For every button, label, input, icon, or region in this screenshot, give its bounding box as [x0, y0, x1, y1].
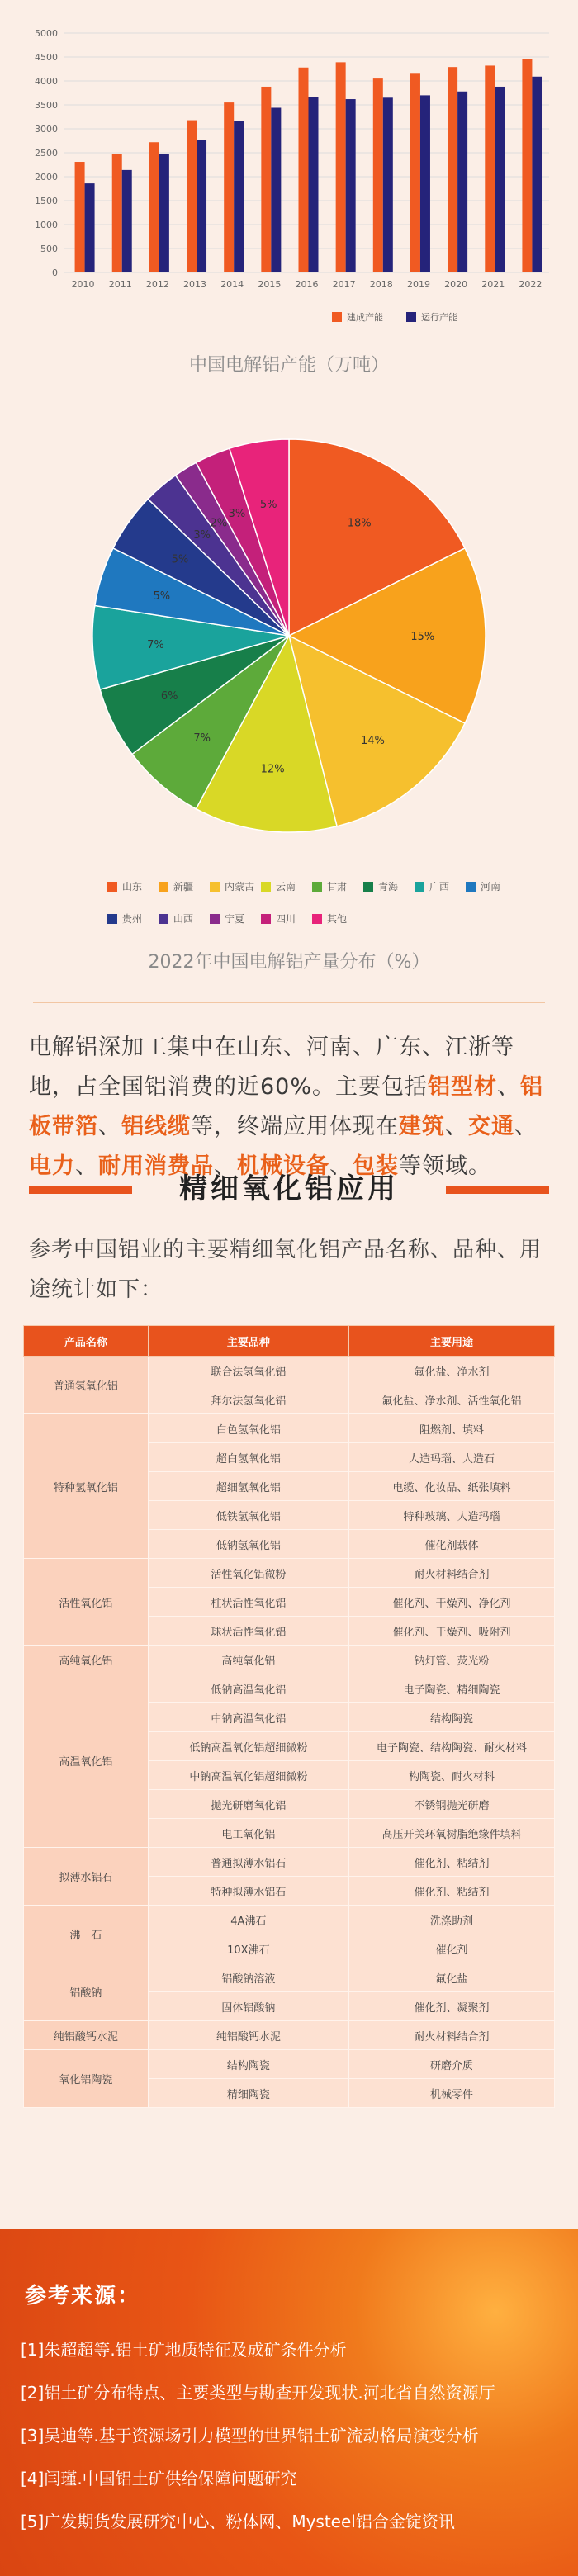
highlight-power: 电力 — [29, 1153, 75, 1179]
use-cell: 阻燃剂、填料 — [348, 1414, 554, 1443]
bar-built — [522, 59, 532, 272]
pie-legend-item — [107, 912, 159, 926]
variety-cell: 超细氢氧化铝 — [148, 1472, 348, 1501]
bar-running — [309, 97, 319, 272]
bar-running — [234, 121, 244, 272]
table-header-row — [24, 1326, 555, 1357]
pie-legend-label: 内蒙古 — [225, 881, 255, 893]
pie-legend-label: 宁夏 — [225, 913, 245, 925]
pie-legend-label: 云南 — [276, 881, 296, 893]
highlight-packaging: 包装 — [353, 1153, 399, 1179]
y-tick-label: 4500 — [35, 52, 58, 63]
production-pie-chart-svg — [0, 429, 578, 859]
pie-legend-label: 山西 — [173, 913, 194, 925]
variety-cell: 柱状活性氧化铝 — [148, 1588, 348, 1617]
bar-built — [448, 67, 457, 272]
x-tick-label: 2019 — [406, 279, 430, 290]
highlight-cables: 铝线缆 — [121, 1114, 191, 1139]
legend-label-built: 建成产能 — [347, 312, 383, 323]
product-name-cell: 氧化铝陶瓷 — [24, 2050, 149, 2108]
variety-cell: 球状活性氧化铝 — [148, 1617, 348, 1646]
table-row — [24, 1674, 555, 1703]
pie-legend-item — [107, 879, 159, 893]
title-bar-right — [446, 1186, 549, 1194]
table-row — [24, 1646, 555, 1674]
pie-slice-label: 3% — [193, 529, 211, 542]
pie-legend-label: 贵州 — [122, 913, 143, 925]
use-cell: 机械零件 — [348, 2079, 554, 2108]
pie-legend-label: 山东 — [122, 881, 143, 893]
use-cell: 催化剂、粘结剂 — [348, 1848, 554, 1877]
product-name-cell: 普通氢氧化铝 — [24, 1357, 149, 1414]
use-cell: 催化剂、凝聚剂 — [348, 1992, 554, 2021]
table-row — [24, 2021, 555, 2050]
product-name-cell: 铝酸钠 — [24, 1963, 149, 2021]
variety-cell: 铝酸钠溶液 — [148, 1963, 348, 1992]
x-tick-label: 2015 — [258, 279, 282, 290]
bar-built — [224, 102, 234, 272]
pie-slice-label: 5% — [171, 553, 189, 566]
bar-built — [373, 78, 383, 272]
pie-legend — [107, 879, 520, 926]
pie-slice-label: 6% — [160, 690, 178, 703]
pie-legend-item — [312, 912, 363, 926]
section-title: 精细氧化铝应用 — [179, 1172, 399, 1205]
para-sep-6: 、 — [214, 1153, 237, 1179]
variety-cell: 活性氧化铝微粉 — [148, 1559, 348, 1588]
y-tick-label: 3000 — [35, 124, 58, 135]
use-cell: 耐火材料结合剂 — [348, 2021, 554, 2050]
use-cell: 氟化盐、净水剂、活性氧化铝 — [348, 1385, 554, 1414]
legend-swatch-running — [406, 312, 416, 322]
section-divider — [33, 1002, 545, 1003]
pie-legend-item — [261, 879, 312, 893]
bar-running — [457, 92, 467, 272]
bar-chart-caption: 中国电解铝产能（万吨） — [188, 355, 389, 376]
pie-legend-swatch — [210, 882, 220, 892]
capacity-bar-chart-svg — [0, 0, 578, 314]
reference-item: [4]闫瑾.中国铝土矿供给保障问题研究 — [21, 2469, 297, 2488]
pie-legend-swatch — [363, 882, 373, 892]
references-title: 参考来源： — [25, 2284, 141, 2308]
variety-cell: 特种拟薄水铝石 — [148, 1877, 348, 1906]
use-cell: 人造玛瑙、人造石 — [348, 1443, 554, 1472]
pie-legend-swatch — [159, 882, 168, 892]
pie-slice-label: 2% — [210, 517, 228, 530]
table-intro: 参考中国铝业的主要精细氧化铝产品名称、品种、用途统计如下： — [29, 1238, 542, 1302]
variety-cell: 低铁氢氧化铝 — [148, 1501, 348, 1530]
bar-legend-built — [332, 310, 383, 324]
product-name-cell: 拟薄水铝石 — [24, 1848, 149, 1906]
bar-built — [75, 162, 85, 272]
pie-slice-label: 15% — [410, 631, 435, 643]
variety-cell: 高纯氧化铝 — [148, 1646, 348, 1674]
variety-cell: 4A沸石 — [148, 1906, 348, 1934]
use-cell: 催化剂、干燥剂、吸附剂 — [348, 1617, 554, 1646]
pie-legend-item — [210, 879, 261, 893]
bar-built — [485, 65, 495, 272]
pie-legend-swatch — [466, 882, 476, 892]
use-cell: 氟化盐、净水剂 — [348, 1357, 554, 1385]
table-row — [24, 1848, 555, 1877]
y-tick-label: 0 — [52, 268, 58, 278]
variety-cell: 精细陶瓷 — [148, 2079, 348, 2108]
table-row — [24, 1963, 555, 1992]
pie-legend-swatch — [107, 882, 117, 892]
use-cell: 洗涤助剂 — [348, 1906, 554, 1934]
para-sep-4: 、 — [514, 1114, 538, 1139]
x-tick-label: 2012 — [145, 279, 169, 290]
legend-swatch-built — [332, 312, 342, 322]
use-cell: 电子陶瓷、精细陶瓷 — [348, 1674, 554, 1703]
highlight-transport: 交通 — [468, 1114, 514, 1139]
pie-legend-item — [466, 879, 517, 893]
bar-running — [122, 170, 132, 272]
use-cell: 钠灯管、荧光粉 — [348, 1646, 554, 1674]
x-tick-label: 2018 — [369, 279, 393, 290]
table-row — [24, 1414, 555, 1443]
header-use: 主要用途 — [348, 1326, 554, 1357]
use-cell: 耐火材料结合剂 — [348, 1559, 554, 1588]
pie-legend-label: 河南 — [481, 881, 501, 893]
x-tick-label: 2021 — [481, 279, 505, 290]
highlight-sheet-strip-foil: 铝板带箔 — [29, 1074, 544, 1139]
product-name-cell: 高纯氧化铝 — [24, 1646, 149, 1674]
variety-cell: 低钠高温氧化铝 — [148, 1674, 348, 1703]
bar-built — [112, 154, 122, 272]
pie-legend-swatch — [261, 914, 271, 924]
pie-legend-swatch — [107, 914, 117, 924]
pie-legend-item — [210, 912, 261, 926]
use-cell: 催化剂、粘结剂 — [348, 1877, 554, 1906]
para-sep-2: 、 — [98, 1114, 121, 1139]
pie-legend-item — [312, 879, 363, 893]
y-tick-label: 2500 — [35, 148, 58, 159]
bar-running — [197, 140, 206, 272]
reference-item: [2]铝土矿分布特点、主要类型与勘查开发现状.河北省自然资源厅 — [21, 2383, 495, 2403]
pie-legend-label: 四川 — [276, 913, 296, 925]
para-sep-3: 、 — [445, 1114, 468, 1139]
highlight-construction: 建筑 — [399, 1114, 445, 1139]
bar-legend-running — [406, 310, 457, 324]
variety-cell: 中钠高温氧化铝超细微粉 — [148, 1761, 348, 1790]
pie-legend-swatch — [159, 914, 168, 924]
pie-legend-swatch — [415, 882, 424, 892]
pie-legend-label: 新疆 — [173, 881, 194, 893]
y-tick-label: 2000 — [35, 172, 58, 182]
bar-built — [187, 121, 197, 272]
bar-running — [85, 183, 95, 272]
x-tick-label: 2014 — [220, 279, 244, 290]
product-name-cell: 沸 石 — [24, 1906, 149, 1963]
pie-legend-swatch — [312, 882, 322, 892]
pie-legend-item — [159, 912, 210, 926]
table-row — [24, 2050, 555, 2079]
y-tick-label: 1500 — [35, 196, 58, 206]
use-cell: 氟化盐 — [348, 1963, 554, 1992]
x-tick-label: 2011 — [108, 279, 132, 290]
use-cell: 高压开关环氧树脂绝缘件填料 — [348, 1819, 554, 1848]
y-tick-label: 5000 — [35, 28, 58, 39]
pie-legend-swatch — [210, 914, 220, 924]
header-variety: 主要品种 — [148, 1326, 348, 1357]
variety-cell: 拜尔法氢氧化铝 — [148, 1385, 348, 1414]
variety-cell: 低钠高温氧化铝超细微粉 — [148, 1732, 348, 1761]
x-tick-label: 2010 — [71, 279, 95, 290]
capacity-bar-chart — [0, 0, 578, 388]
use-cell: 催化剂 — [348, 1934, 554, 1963]
reference-item: [5]广发期货发展研究中心、粉体网、Mysteel铝合金锭资讯 — [21, 2512, 455, 2531]
use-cell: 特种玻璃、人造玛瑙 — [348, 1501, 554, 1530]
use-cell: 不锈钢抛光研磨 — [348, 1790, 554, 1819]
highlight-profiles: 铝型材 — [428, 1074, 498, 1100]
pie-slice-label: 5% — [153, 590, 171, 603]
x-tick-label: 2017 — [332, 279, 356, 290]
pie-slice-label: 18% — [347, 517, 372, 530]
bar-running — [495, 87, 505, 272]
product-name-cell: 活性氧化铝 — [24, 1559, 149, 1646]
bar-running — [159, 154, 169, 272]
variety-cell: 固体铝酸钠 — [148, 1992, 348, 2021]
x-tick-label: 2022 — [519, 279, 542, 290]
para-sep-7: 、 — [329, 1153, 353, 1179]
x-tick-label: 2016 — [295, 279, 319, 290]
product-name-cell: 特种氢氧化铝 — [24, 1414, 149, 1559]
title-bar-left — [29, 1186, 132, 1194]
pie-legend-label: 青海 — [378, 881, 399, 893]
y-tick-label: 500 — [40, 244, 58, 254]
pie-legend-swatch — [261, 882, 271, 892]
section-title-block — [0, 1160, 578, 1218]
bar-built — [299, 68, 309, 272]
para-text-3: 等领域。 — [399, 1153, 491, 1179]
variety-cell: 10X沸石 — [148, 1934, 348, 1963]
y-tick-label: 3500 — [35, 100, 58, 111]
header-product-name: 产品名称 — [24, 1326, 149, 1357]
product-name-cell: 高温氧化铝 — [24, 1674, 149, 1848]
para-text-1: 电解铝深加工集中在山东、河南、广东、江浙等地，占全国铝消费的近60%。主要包括 — [29, 1035, 514, 1100]
pie-legend-item — [363, 879, 415, 893]
pie-slice-label: 7% — [147, 638, 164, 651]
use-cell: 催化剂、干燥剂、净化剂 — [348, 1588, 554, 1617]
bar-running — [532, 77, 542, 272]
reference-item: [3]吴迪等.基于资源场引力模型的世界铝土矿流动格局演变分析 — [21, 2426, 479, 2446]
pie-chart-caption: 2022年中国电解铝产量分布（%） — [148, 952, 430, 973]
pie-slice-label: 14% — [361, 735, 385, 748]
highlight-durables: 耐用消费品 — [98, 1153, 214, 1179]
pie-legend-label: 甘肃 — [327, 881, 348, 893]
para-sep-5: 、 — [75, 1153, 98, 1179]
pie-legend-swatch — [312, 914, 322, 924]
use-cell: 构陶瓷、耐火材料 — [348, 1761, 554, 1790]
product-table-body — [24, 1357, 555, 2108]
use-cell: 电缆、化妆品、纸张填料 — [348, 1472, 554, 1501]
bar-built — [261, 87, 271, 272]
variety-cell: 联合法氢氧化铝 — [148, 1357, 348, 1385]
variety-cell: 超白氢氧化铝 — [148, 1443, 348, 1472]
bar-built — [410, 73, 420, 272]
product-name-cell: 纯铝酸钙水泥 — [24, 2021, 149, 2050]
bar-built — [149, 142, 159, 272]
bar-running — [383, 97, 393, 272]
y-tick-label: 1000 — [35, 220, 58, 230]
table-row — [24, 1559, 555, 1588]
use-cell: 结构陶瓷 — [348, 1703, 554, 1732]
pie-slice-label: 7% — [193, 732, 211, 745]
pie-slice-label: 5% — [259, 499, 277, 512]
bar-running — [346, 99, 356, 272]
pie-slice-label: 3% — [228, 507, 246, 520]
bar-running — [271, 107, 281, 272]
variety-cell: 中钠高温氧化铝 — [148, 1703, 348, 1732]
references-section — [0, 2229, 578, 2576]
highlight-machinery: 机械设备 — [237, 1153, 329, 1179]
para-text-2: 等，终端应用体现在 — [191, 1114, 399, 1139]
y-tick-label: 4000 — [35, 76, 58, 87]
variety-cell: 纯铝酸钙水泥 — [148, 2021, 348, 2050]
bar-built — [336, 62, 346, 272]
use-cell: 催化剂载体 — [348, 1530, 554, 1559]
para-sep-1: 、 — [497, 1074, 521, 1100]
reference-item: [1]朱超超等.铝土矿地质特征及成矿条件分析 — [21, 2340, 347, 2360]
variety-cell: 电工氧化铝 — [148, 1819, 348, 1848]
variety-cell: 低钠氢氧化铝 — [148, 1530, 348, 1559]
use-cell: 电子陶瓷、结构陶瓷、耐火材料 — [348, 1732, 554, 1761]
pie-legend-item — [261, 912, 312, 926]
pie-legend-item — [159, 879, 210, 893]
table-row — [24, 1357, 555, 1385]
variety-cell: 抛光研磨氧化铝 — [148, 1790, 348, 1819]
use-cell: 研磨介质 — [348, 2050, 554, 2079]
pie-legend-label: 广西 — [429, 881, 450, 893]
variety-cell: 普通拟薄水铝石 — [148, 1848, 348, 1877]
variety-cell: 结构陶瓷 — [148, 2050, 348, 2079]
product-table — [23, 1325, 555, 2108]
table-row — [24, 1906, 555, 1934]
bar-running — [420, 95, 430, 272]
legend-label-running: 运行产能 — [421, 312, 457, 323]
x-tick-label: 2020 — [444, 279, 468, 290]
x-tick-label: 2013 — [183, 279, 207, 290]
pie-legend-label: 其他 — [327, 913, 348, 925]
pie-legend-item — [415, 879, 466, 893]
variety-cell: 白色氢氧化铝 — [148, 1414, 348, 1443]
pie-slice-label: 12% — [260, 763, 285, 776]
